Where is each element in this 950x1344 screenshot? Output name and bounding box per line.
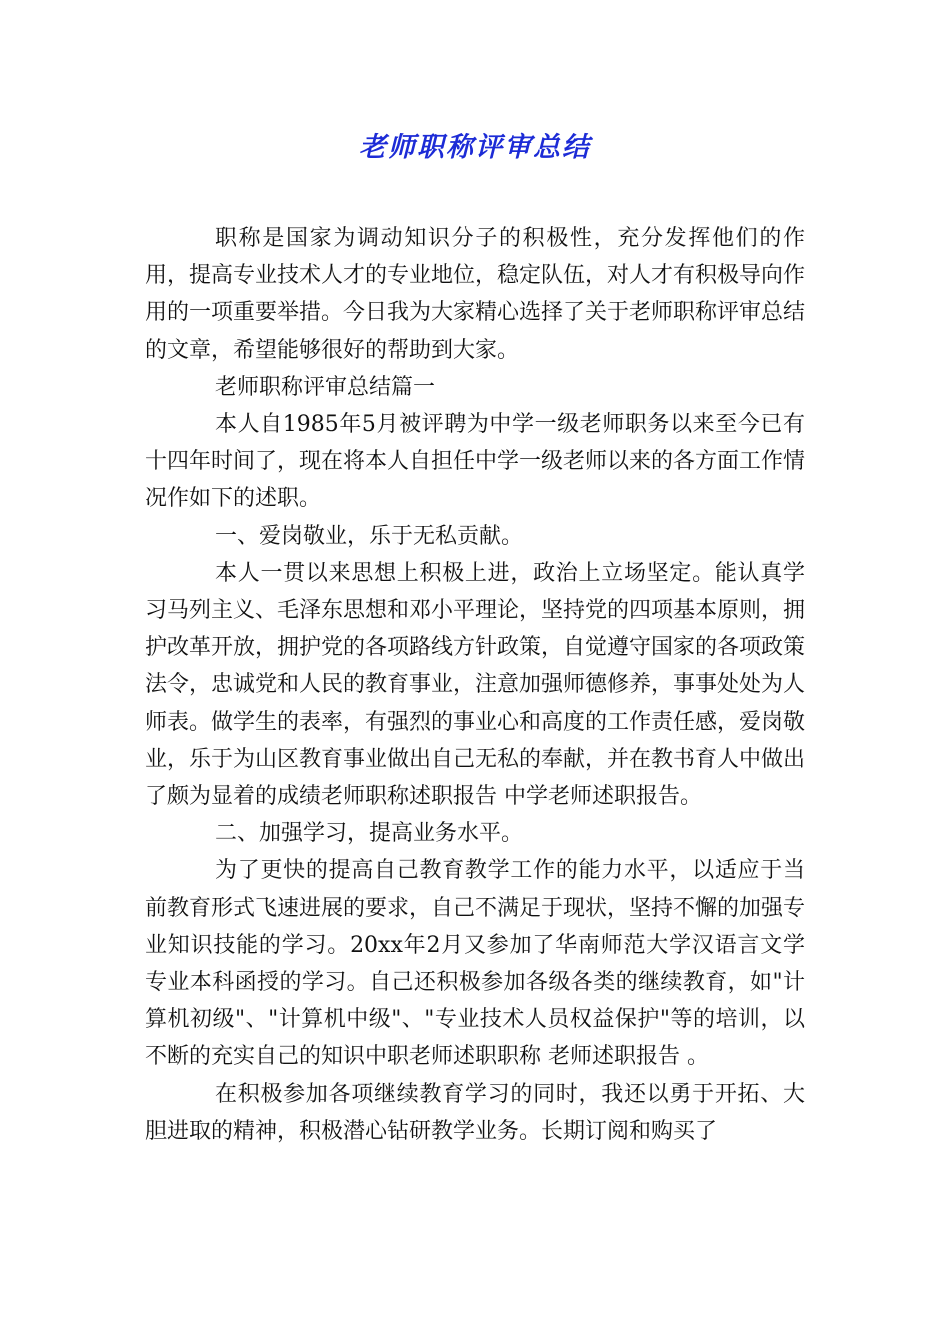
- paragraph-study: 为了更快的提高自己教育教学工作的能力水平，以适应于当前教育形式飞速进展的要求，自己不满足于现状，坚持不懈的加强专业知识技能的学习。20xx年2月又参加了华南师范大学汉语言文学专业本科函授的学习。自己还积极参加各级各类的继续教育，如"计算机初级"、"计算机中级"、"专业技术人员权益保护"等的培训，以不断的充实自己的知识中职老师述职职称 老师述职报告 。: [145, 858, 806, 1070]
- document-body: [145, 220, 805, 1150]
- paragraph-career: 本人自1985年5月被评聘为中学一级老师职务以来至今已有十四年时间了，现在将本人自担任中学一级老师以来的各方面工作情况作如下的述职。: [145, 412, 806, 512]
- paragraph-heading-study: 二、加强学习，提高业务水平。: [215, 821, 524, 847]
- document-title: 老师职称评审总结: [359, 132, 591, 163]
- paragraph-section-heading: 老师职称评审总结篇一: [215, 374, 436, 400]
- paragraph-intro: 职称是国家为调动知识分子的积极性，充分发挥他们的作用，提高专业技术人才的专业地位，稳定队伍，对人才有积极导向作用的一项重要举措。今日我为大家精心选择了关于老师职称评审总结的文章，希望能够很好的帮助到大家。: [145, 226, 806, 363]
- paragraph-dedication: 本人一贯以来思想上积极上进，政治上立场坚定。能认真学习马列主义、毛泽东思想和邓小平理论，坚持党的四项基本原则，拥护改革开放，拥护党的各项路线方针政策，自觉遵守国家的各项政策法令，忠诚党和人民的教育事业，注意加强师德修养，事事处处为人师表。做学生的表率，有强烈的事业心和高度的工作责任感，爱岗敬业，乐于为山区教育事业做出自己无私的奉献，并在教书育人中做出了颇为显着的成绩老师职称述职报告 中学老师述职报告。: [145, 560, 806, 810]
- paragraph-heading-dedication: 一、爱岗敬业，乐于无私贡献。: [215, 523, 524, 549]
- paragraph-research: 在积极参加各项继续教育学习的同时，我还以勇于开拓、大胆进取的精神，积极潜心钻研教学业务。长期订阅和购买了: [145, 1081, 805, 1144]
